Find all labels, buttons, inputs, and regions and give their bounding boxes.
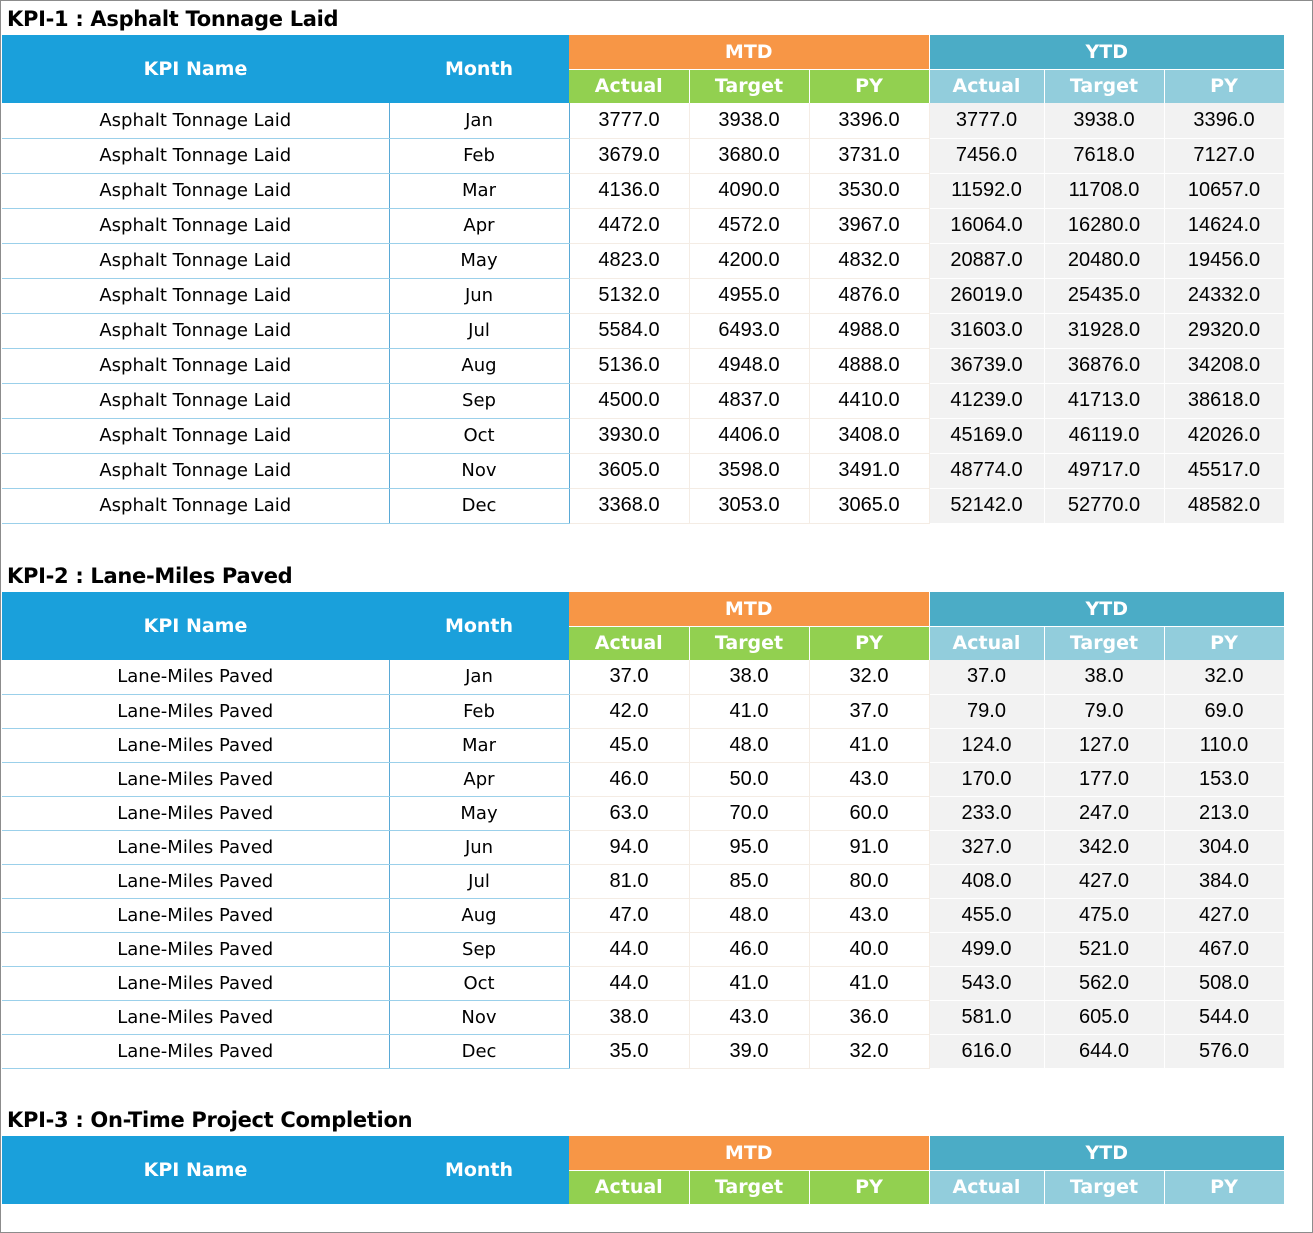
mtd-actual-cell[interactable]: 35.0 bbox=[569, 1034, 689, 1068]
ytd-actual-cell[interactable]: 36739.0 bbox=[929, 348, 1044, 383]
ytd-py-cell[interactable]: 38618.0 bbox=[1164, 383, 1284, 418]
mtd-actual-cell[interactable]: 3930.0 bbox=[569, 418, 689, 453]
mtd-actual-cell[interactable]: 3679.0 bbox=[569, 138, 689, 173]
month-cell[interactable]: Jan bbox=[389, 660, 569, 694]
ytd-actual-cell[interactable]: 124.0 bbox=[929, 728, 1044, 762]
mtd-target-cell[interactable]: 50.0 bbox=[689, 762, 809, 796]
month-cell[interactable]: Jun bbox=[389, 830, 569, 864]
ytd-target-cell[interactable]: 52770.0 bbox=[1044, 488, 1164, 523]
ytd-py-cell[interactable]: 69.0 bbox=[1164, 694, 1284, 728]
ytd-py-cell[interactable]: 34208.0 bbox=[1164, 348, 1284, 383]
ytd-header: YTD bbox=[929, 592, 1284, 626]
month-cell[interactable]: Mar bbox=[389, 728, 569, 762]
mtd-header: MTD bbox=[569, 35, 929, 69]
mtd-py-cell[interactable]: 32.0 bbox=[809, 1034, 929, 1068]
mtd-py-cell[interactable]: 36.0 bbox=[809, 1000, 929, 1034]
ytd-py-cell[interactable]: 153.0 bbox=[1164, 762, 1284, 796]
table-row bbox=[2, 1000, 1284, 1034]
ytd-target-cell[interactable]: 41713.0 bbox=[1044, 383, 1164, 418]
table-row bbox=[2, 796, 1284, 830]
ytd-target-cell[interactable]: 521.0 bbox=[1044, 932, 1164, 966]
ytd-target-cell[interactable]: 7618.0 bbox=[1044, 138, 1164, 173]
month-cell[interactable]: Jun bbox=[389, 278, 569, 313]
table-row bbox=[2, 173, 1284, 208]
mtd-py-cell[interactable]: 37.0 bbox=[809, 694, 929, 728]
mtd-actual-cell[interactable]: 45.0 bbox=[569, 728, 689, 762]
month-cell[interactable]: Apr bbox=[389, 208, 569, 243]
mtd-actual-cell[interactable]: 4500.0 bbox=[569, 383, 689, 418]
month-cell[interactable]: Sep bbox=[389, 932, 569, 966]
kpi-name-cell[interactable]: Asphalt Tonnage Laid bbox=[2, 313, 389, 348]
mtd-target-cell[interactable]: 85.0 bbox=[689, 864, 809, 898]
ytd-py-cell[interactable]: 3396.0 bbox=[1164, 103, 1284, 138]
kpi-name-cell[interactable]: Lane-Miles Paved bbox=[2, 966, 389, 1000]
mtd-py-header: PY bbox=[809, 1170, 929, 1204]
month-cell[interactable]: Jul bbox=[389, 864, 569, 898]
mtd-py-cell[interactable]: 41.0 bbox=[809, 966, 929, 1000]
mtd-header: MTD bbox=[569, 1136, 929, 1170]
mtd-py-cell[interactable]: 4410.0 bbox=[809, 383, 929, 418]
table-row bbox=[2, 488, 1284, 523]
table-row bbox=[2, 830, 1284, 864]
ytd-target-cell[interactable]: 3938.0 bbox=[1044, 103, 1164, 138]
mtd-py-cell[interactable]: 3408.0 bbox=[809, 418, 929, 453]
month-header: Month bbox=[389, 35, 569, 103]
mtd-actual-cell[interactable]: 44.0 bbox=[569, 932, 689, 966]
table-row bbox=[2, 243, 1284, 278]
ytd-header: YTD bbox=[929, 35, 1284, 69]
mtd-target-cell[interactable]: 43.0 bbox=[689, 1000, 809, 1034]
mtd-actual-cell[interactable]: 5136.0 bbox=[569, 348, 689, 383]
ytd-target-cell[interactable]: 36876.0 bbox=[1044, 348, 1164, 383]
ytd-target-cell[interactable]: 49717.0 bbox=[1044, 453, 1164, 488]
mtd-actual-cell[interactable]: 3368.0 bbox=[569, 488, 689, 523]
table-row bbox=[2, 383, 1284, 418]
ytd-py-cell[interactable]: 48582.0 bbox=[1164, 488, 1284, 523]
mtd-py-header: PY bbox=[809, 69, 929, 103]
table-row bbox=[2, 1034, 1284, 1068]
ytd-target-cell[interactable]: 20480.0 bbox=[1044, 243, 1164, 278]
month-cell[interactable]: Feb bbox=[389, 138, 569, 173]
mtd-target-cell[interactable]: 6493.0 bbox=[689, 313, 809, 348]
mtd-actual-cell[interactable]: 4136.0 bbox=[569, 173, 689, 208]
kpi-1-body bbox=[2, 103, 1284, 523]
kpi-name-cell[interactable]: Asphalt Tonnage Laid bbox=[2, 103, 389, 138]
kpi-name-cell[interactable]: Lane-Miles Paved bbox=[2, 728, 389, 762]
month-cell[interactable]: Jul bbox=[389, 313, 569, 348]
kpi-name-cell[interactable]: Lane-Miles Paved bbox=[2, 932, 389, 966]
mtd-target-cell[interactable]: 3598.0 bbox=[689, 453, 809, 488]
mtd-target-cell[interactable]: 3053.0 bbox=[689, 488, 809, 523]
mtd-py-cell[interactable]: 60.0 bbox=[809, 796, 929, 830]
mtd-py-cell[interactable]: 43.0 bbox=[809, 762, 929, 796]
kpi-3-table bbox=[2, 1136, 1285, 1204]
month-cell[interactable]: Nov bbox=[389, 1000, 569, 1034]
ytd-actual-cell[interactable]: 37.0 bbox=[929, 660, 1044, 694]
ytd-py-cell[interactable]: 10657.0 bbox=[1164, 173, 1284, 208]
ytd-py-cell[interactable]: 7127.0 bbox=[1164, 138, 1284, 173]
kpi-name-header: KPI Name bbox=[2, 1136, 389, 1204]
ytd-actual-cell[interactable]: 499.0 bbox=[929, 932, 1044, 966]
ytd-py-header: PY bbox=[1164, 69, 1284, 103]
mtd-target-header: Target bbox=[689, 69, 809, 103]
kpi-name-header: KPI Name bbox=[2, 592, 389, 660]
mtd-target-cell[interactable]: 4837.0 bbox=[689, 383, 809, 418]
table-row bbox=[2, 898, 1284, 932]
mtd-py-cell[interactable]: 32.0 bbox=[809, 660, 929, 694]
ytd-target-cell[interactable]: 46119.0 bbox=[1044, 418, 1164, 453]
mtd-target-header: Target bbox=[689, 626, 809, 660]
month-cell[interactable]: Jan bbox=[389, 103, 569, 138]
mtd-target-cell[interactable]: 95.0 bbox=[689, 830, 809, 864]
mtd-header: MTD bbox=[569, 592, 929, 626]
ytd-target-cell[interactable]: 342.0 bbox=[1044, 830, 1164, 864]
table-row bbox=[2, 864, 1284, 898]
mtd-py-cell[interactable]: 40.0 bbox=[809, 932, 929, 966]
ytd-py-cell[interactable]: 213.0 bbox=[1164, 796, 1284, 830]
mtd-target-cell[interactable]: 41.0 bbox=[689, 694, 809, 728]
kpi-name-cell[interactable]: Asphalt Tonnage Laid bbox=[2, 488, 389, 523]
month-cell[interactable]: Mar bbox=[389, 173, 569, 208]
mtd-actual-cell[interactable]: 81.0 bbox=[569, 864, 689, 898]
mtd-py-header: PY bbox=[809, 626, 929, 660]
mtd-py-cell[interactable]: 3530.0 bbox=[809, 173, 929, 208]
kpi-name-cell[interactable]: Lane-Miles Paved bbox=[2, 898, 389, 932]
kpi-name-cell[interactable]: Lane-Miles Paved bbox=[2, 660, 389, 694]
kpi-name-cell[interactable]: Lane-Miles Paved bbox=[2, 762, 389, 796]
ytd-target-header: Target bbox=[1044, 69, 1164, 103]
mtd-target-cell[interactable]: 4948.0 bbox=[689, 348, 809, 383]
ytd-actual-cell[interactable]: 45169.0 bbox=[929, 418, 1044, 453]
ytd-py-cell[interactable]: 427.0 bbox=[1164, 898, 1284, 932]
ytd-py-cell[interactable]: 508.0 bbox=[1164, 966, 1284, 1000]
kpi-name-cell[interactable]: Lane-Miles Paved bbox=[2, 864, 389, 898]
ytd-py-cell[interactable]: 467.0 bbox=[1164, 932, 1284, 966]
kpi-name-cell[interactable]: Asphalt Tonnage Laid bbox=[2, 138, 389, 173]
mtd-py-cell[interactable]: 3065.0 bbox=[809, 488, 929, 523]
kpi-name-cell[interactable]: Asphalt Tonnage Laid bbox=[2, 383, 389, 418]
kpi-name-cell[interactable]: Asphalt Tonnage Laid bbox=[2, 453, 389, 488]
mtd-target-cell[interactable]: 3938.0 bbox=[689, 103, 809, 138]
mtd-target-cell[interactable]: 48.0 bbox=[689, 728, 809, 762]
mtd-actual-cell[interactable]: 37.0 bbox=[569, 660, 689, 694]
ytd-actual-cell[interactable]: 3777.0 bbox=[929, 103, 1044, 138]
ytd-actual-cell[interactable]: 170.0 bbox=[929, 762, 1044, 796]
kpi-name-cell[interactable]: Lane-Miles Paved bbox=[2, 830, 389, 864]
mtd-target-cell[interactable]: 4406.0 bbox=[689, 418, 809, 453]
month-cell[interactable]: Aug bbox=[389, 898, 569, 932]
kpi-name-cell[interactable]: Asphalt Tonnage Laid bbox=[2, 243, 389, 278]
mtd-py-cell[interactable]: 43.0 bbox=[809, 898, 929, 932]
ytd-target-cell[interactable]: 16280.0 bbox=[1044, 208, 1164, 243]
ytd-actual-cell[interactable]: 327.0 bbox=[929, 830, 1044, 864]
mtd-target-cell[interactable]: 4200.0 bbox=[689, 243, 809, 278]
ytd-py-cell[interactable]: 304.0 bbox=[1164, 830, 1284, 864]
ytd-target-cell[interactable]: 475.0 bbox=[1044, 898, 1164, 932]
month-header: Month bbox=[389, 1136, 569, 1204]
table-row bbox=[2, 313, 1284, 348]
ytd-target-header: Target bbox=[1044, 1170, 1164, 1204]
kpi-name-header: KPI Name bbox=[2, 35, 389, 103]
ytd-actual-header: Actual bbox=[929, 1170, 1044, 1204]
ytd-actual-cell[interactable]: 455.0 bbox=[929, 898, 1044, 932]
table-row bbox=[2, 694, 1284, 728]
month-cell[interactable]: Aug bbox=[389, 348, 569, 383]
ytd-target-header: Target bbox=[1044, 626, 1164, 660]
ytd-py-cell[interactable]: 384.0 bbox=[1164, 864, 1284, 898]
ytd-target-cell[interactable]: 31928.0 bbox=[1044, 313, 1164, 348]
month-cell[interactable]: Apr bbox=[389, 762, 569, 796]
ytd-actual-cell[interactable]: 79.0 bbox=[929, 694, 1044, 728]
ytd-target-cell[interactable]: 177.0 bbox=[1044, 762, 1164, 796]
table-row bbox=[2, 966, 1284, 1000]
mtd-target-cell[interactable]: 4572.0 bbox=[689, 208, 809, 243]
ytd-target-cell[interactable]: 644.0 bbox=[1044, 1034, 1164, 1068]
ytd-target-cell[interactable]: 605.0 bbox=[1044, 1000, 1164, 1034]
mtd-actual-cell[interactable]: 4472.0 bbox=[569, 208, 689, 243]
ytd-actual-cell[interactable]: 581.0 bbox=[929, 1000, 1044, 1034]
mtd-actual-header: Actual bbox=[569, 626, 689, 660]
kpi-name-cell[interactable]: Lane-Miles Paved bbox=[2, 796, 389, 830]
month-cell[interactable]: Dec bbox=[389, 488, 569, 523]
mtd-target-cell[interactable]: 39.0 bbox=[689, 1034, 809, 1068]
ytd-target-cell[interactable]: 38.0 bbox=[1044, 660, 1164, 694]
month-header: Month bbox=[389, 592, 569, 660]
ytd-py-cell[interactable]: 544.0 bbox=[1164, 1000, 1284, 1034]
ytd-header: YTD bbox=[929, 1136, 1284, 1170]
mtd-target-cell[interactable]: 41.0 bbox=[689, 966, 809, 1000]
mtd-actual-cell[interactable]: 46.0 bbox=[569, 762, 689, 796]
kpi-2-body bbox=[2, 660, 1284, 1068]
ytd-actual-header: Actual bbox=[929, 626, 1044, 660]
kpi-3-title: KPI-3 : On-Time Project Completion bbox=[7, 1108, 413, 1132]
mtd-actual-cell[interactable]: 4823.0 bbox=[569, 243, 689, 278]
mtd-actual-cell[interactable]: 63.0 bbox=[569, 796, 689, 830]
ytd-actual-cell[interactable]: 48774.0 bbox=[929, 453, 1044, 488]
mtd-py-cell[interactable]: 3491.0 bbox=[809, 453, 929, 488]
ytd-actual-cell[interactable]: 41239.0 bbox=[929, 383, 1044, 418]
mtd-actual-header: Actual bbox=[569, 1170, 689, 1204]
kpi-2-table bbox=[2, 592, 1285, 1069]
mtd-target-cell[interactable]: 70.0 bbox=[689, 796, 809, 830]
mtd-actual-cell[interactable]: 42.0 bbox=[569, 694, 689, 728]
mtd-target-cell[interactable]: 48.0 bbox=[689, 898, 809, 932]
ytd-actual-cell[interactable]: 11592.0 bbox=[929, 173, 1044, 208]
ytd-target-cell[interactable]: 79.0 bbox=[1044, 694, 1164, 728]
table-row bbox=[2, 138, 1284, 173]
mtd-target-cell[interactable]: 4090.0 bbox=[689, 173, 809, 208]
ytd-actual-cell[interactable]: 543.0 bbox=[929, 966, 1044, 1000]
table-row bbox=[2, 453, 1284, 488]
table-row bbox=[2, 103, 1284, 138]
mtd-actual-cell[interactable]: 5584.0 bbox=[569, 313, 689, 348]
kpi-name-cell[interactable]: Asphalt Tonnage Laid bbox=[2, 278, 389, 313]
kpi-1-title: KPI-1 : Asphalt Tonnage Laid bbox=[7, 7, 339, 31]
mtd-actual-cell[interactable]: 94.0 bbox=[569, 830, 689, 864]
kpi-name-cell[interactable]: Asphalt Tonnage Laid bbox=[2, 208, 389, 243]
table-row bbox=[2, 278, 1284, 313]
table-row bbox=[2, 660, 1284, 694]
kpi-name-cell[interactable]: Lane-Miles Paved bbox=[2, 694, 389, 728]
mtd-actual-cell[interactable]: 3777.0 bbox=[569, 103, 689, 138]
kpi-name-cell[interactable]: Asphalt Tonnage Laid bbox=[2, 173, 389, 208]
kpi-name-cell[interactable]: Asphalt Tonnage Laid bbox=[2, 348, 389, 383]
month-cell[interactable]: Oct bbox=[389, 966, 569, 1000]
month-cell[interactable]: Dec bbox=[389, 1034, 569, 1068]
ytd-target-cell[interactable]: 247.0 bbox=[1044, 796, 1164, 830]
mtd-py-cell[interactable]: 3396.0 bbox=[809, 103, 929, 138]
month-cell[interactable]: May bbox=[389, 243, 569, 278]
ytd-actual-cell[interactable]: 7456.0 bbox=[929, 138, 1044, 173]
ytd-target-cell[interactable]: 562.0 bbox=[1044, 966, 1164, 1000]
table-row bbox=[2, 208, 1284, 243]
mtd-target-cell[interactable]: 3680.0 bbox=[689, 138, 809, 173]
mtd-py-cell[interactable]: 4832.0 bbox=[809, 243, 929, 278]
ytd-actual-cell[interactable]: 26019.0 bbox=[929, 278, 1044, 313]
ytd-py-header: PY bbox=[1164, 626, 1284, 660]
ytd-target-cell[interactable]: 427.0 bbox=[1044, 864, 1164, 898]
ytd-actual-cell[interactable]: 52142.0 bbox=[929, 488, 1044, 523]
ytd-py-cell[interactable]: 576.0 bbox=[1164, 1034, 1284, 1068]
ytd-actual-cell[interactable]: 233.0 bbox=[929, 796, 1044, 830]
ytd-py-cell[interactable]: 42026.0 bbox=[1164, 418, 1284, 453]
kpi-name-cell[interactable]: Lane-Miles Paved bbox=[2, 1000, 389, 1034]
month-cell[interactable]: May bbox=[389, 796, 569, 830]
ytd-actual-cell[interactable]: 20887.0 bbox=[929, 243, 1044, 278]
ytd-py-cell[interactable]: 45517.0 bbox=[1164, 453, 1284, 488]
table-row bbox=[2, 762, 1284, 796]
mtd-actual-cell[interactable]: 38.0 bbox=[569, 1000, 689, 1034]
ytd-actual-cell[interactable]: 616.0 bbox=[929, 1034, 1044, 1068]
ytd-actual-cell[interactable]: 31603.0 bbox=[929, 313, 1044, 348]
mtd-py-cell[interactable]: 3967.0 bbox=[809, 208, 929, 243]
month-cell[interactable]: Oct bbox=[389, 418, 569, 453]
month-cell[interactable]: Sep bbox=[389, 383, 569, 418]
mtd-actual-header: Actual bbox=[569, 69, 689, 103]
ytd-actual-cell[interactable]: 16064.0 bbox=[929, 208, 1044, 243]
ytd-target-cell[interactable]: 11708.0 bbox=[1044, 173, 1164, 208]
ytd-py-cell[interactable]: 19456.0 bbox=[1164, 243, 1284, 278]
mtd-target-cell[interactable]: 38.0 bbox=[689, 660, 809, 694]
ytd-actual-cell[interactable]: 408.0 bbox=[929, 864, 1044, 898]
ytd-py-cell[interactable]: 110.0 bbox=[1164, 728, 1284, 762]
mtd-py-cell[interactable]: 80.0 bbox=[809, 864, 929, 898]
mtd-py-cell[interactable]: 4888.0 bbox=[809, 348, 929, 383]
table-row bbox=[2, 932, 1284, 966]
mtd-py-cell[interactable]: 91.0 bbox=[809, 830, 929, 864]
mtd-py-cell[interactable]: 3731.0 bbox=[809, 138, 929, 173]
mtd-target-header: Target bbox=[689, 1170, 809, 1204]
table-row bbox=[2, 348, 1284, 383]
kpi-1-table bbox=[2, 35, 1285, 524]
table-row bbox=[2, 728, 1284, 762]
month-cell[interactable]: Nov bbox=[389, 453, 569, 488]
table-row bbox=[2, 418, 1284, 453]
month-cell[interactable]: Feb bbox=[389, 694, 569, 728]
mtd-actual-cell[interactable]: 3605.0 bbox=[569, 453, 689, 488]
mtd-actual-cell[interactable]: 44.0 bbox=[569, 966, 689, 1000]
mtd-py-cell[interactable]: 4988.0 bbox=[809, 313, 929, 348]
mtd-target-cell[interactable]: 46.0 bbox=[689, 932, 809, 966]
ytd-py-cell[interactable]: 14624.0 bbox=[1164, 208, 1284, 243]
ytd-target-cell[interactable]: 127.0 bbox=[1044, 728, 1164, 762]
ytd-py-header: PY bbox=[1164, 1170, 1284, 1204]
ytd-py-cell[interactable]: 24332.0 bbox=[1164, 278, 1284, 313]
kpi-name-cell[interactable]: Asphalt Tonnage Laid bbox=[2, 418, 389, 453]
mtd-target-cell[interactable]: 4955.0 bbox=[689, 278, 809, 313]
kpi-name-cell[interactable]: Lane-Miles Paved bbox=[2, 1034, 389, 1068]
ytd-actual-header: Actual bbox=[929, 69, 1044, 103]
mtd-actual-cell[interactable]: 47.0 bbox=[569, 898, 689, 932]
mtd-py-cell[interactable]: 4876.0 bbox=[809, 278, 929, 313]
ytd-target-cell[interactable]: 25435.0 bbox=[1044, 278, 1164, 313]
ytd-py-cell[interactable]: 32.0 bbox=[1164, 660, 1284, 694]
mtd-actual-cell[interactable]: 5132.0 bbox=[569, 278, 689, 313]
kpi-2-title: KPI-2 : Lane-Miles Paved bbox=[7, 564, 293, 588]
ytd-py-cell[interactable]: 29320.0 bbox=[1164, 313, 1284, 348]
mtd-py-cell[interactable]: 41.0 bbox=[809, 728, 929, 762]
